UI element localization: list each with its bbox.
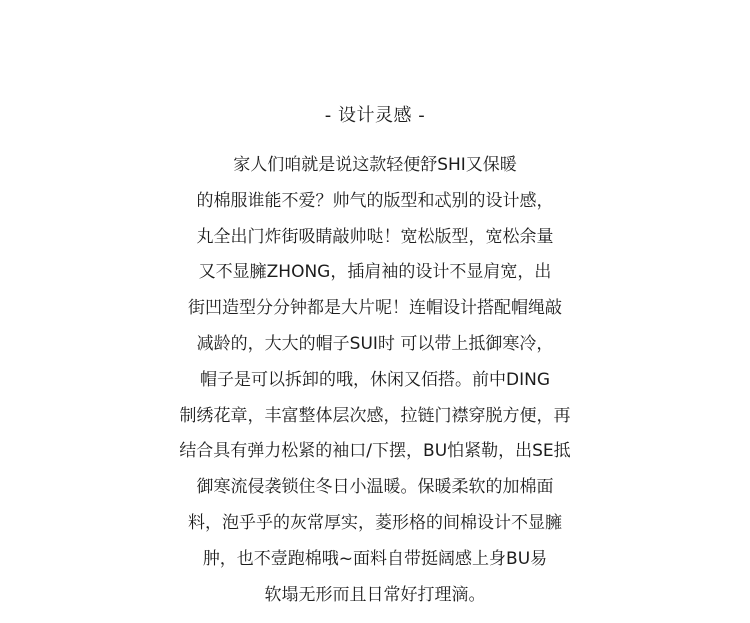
description-paragraph xyxy=(0,148,750,613)
text-line: 软塌无形而且日常好打理滴。 xyxy=(264,584,486,605)
text-line: 家人们咱就是说这款轻便舒SHI又保暖 xyxy=(233,155,517,175)
text-line: 丸全出门炸街吸睛敲帅哒！宽松版型，宽松余量 xyxy=(196,226,554,247)
text-line: 又不显臃ZHONG，插肩袖的设计不显肩宽，出 xyxy=(198,262,552,283)
text-line: 肿，也不壹跑棉哦~面料自带挺阔感上身BU易 xyxy=(202,548,548,569)
text-line: 结合具有弹力松紧的袖口/下摆，BU怕紧勒，出SE抵 xyxy=(179,441,571,462)
text-line: 帽子是可以拆卸的哦，休闲又佰搭。前中DING xyxy=(200,369,550,390)
text-line: 御寒流侵袭锁住冬日小温暖。保暖柔软的加棉面 xyxy=(196,477,554,498)
text-line: 的棉服谁能不爱？帅气的版型和忒别的设计感， xyxy=(196,190,554,211)
text-line: 制绣花章，丰富整体层次感，拉链门襟穿脱方便，再 xyxy=(179,405,571,426)
text-line: 街凹造型分分钟都是大片呢！连帽设计搭配帽绳敲 xyxy=(188,298,562,319)
section-heading: - 设计灵感 - xyxy=(324,105,426,126)
text-line: 减龄的，大大的帽子SUI时 可以带上抵御寒冷， xyxy=(196,333,554,354)
text-line: 料，泡乎乎的灰常厚实，菱形格的间棉设计不显臃 xyxy=(188,512,562,533)
